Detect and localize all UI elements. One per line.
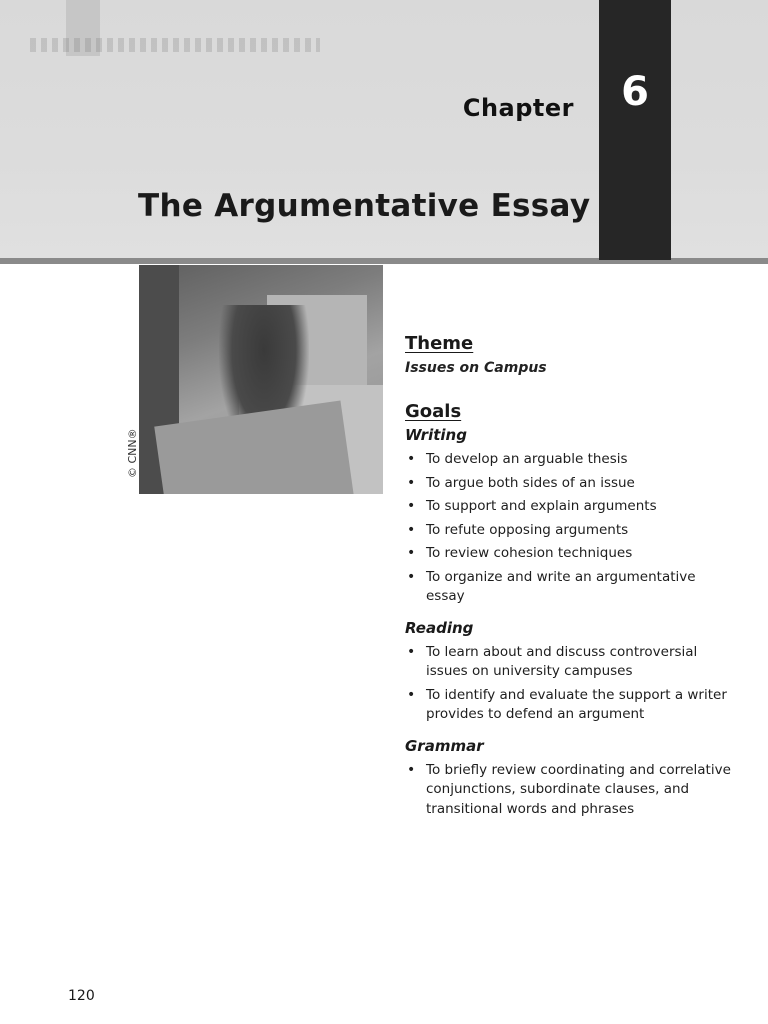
goals-grammar-list: [405, 761, 735, 820]
theme-subtitle: Issues on Campus: [405, 360, 547, 376]
list-item: • To review cohesion techniques: [405, 544, 735, 564]
list-item: • To support and explain arguments: [405, 497, 735, 517]
list-item: • To develop an arguable thesis: [405, 450, 735, 470]
chapter-number: 6: [621, 69, 649, 115]
goals-grammar-heading: Grammar: [405, 736, 484, 755]
photo-protest-sign: [154, 400, 355, 494]
list-item: • To briefly review coordinating and correlative conjunctions, subordinate clauses, and transitional words and phrases: [405, 761, 735, 820]
list-item: • To identify and evaluate the support a writer provides to defend an argument: [405, 686, 735, 725]
goals-reading-list: [405, 643, 735, 725]
chapter-overview: [405, 332, 735, 823]
list-item: • To learn about and discuss controversial issues on university campuses: [405, 643, 735, 682]
goals-writing-list: [405, 450, 735, 607]
chapter-number-bar: [599, 0, 671, 260]
theme-heading: Theme: [405, 333, 474, 354]
bleed-through-strip: [30, 38, 320, 52]
chapter-title: The Argumentative Essay: [138, 188, 591, 224]
photo-credit: © CNN®: [126, 428, 139, 478]
chapter-label: Chapter: [462, 94, 574, 122]
campus-protest-photo: [139, 265, 383, 494]
goals-reading-heading: Reading: [405, 618, 474, 637]
list-item: • To organize and write an argumentative essay: [405, 568, 735, 607]
page-number: 120: [68, 988, 95, 1004]
list-item: • To argue both sides of an issue: [405, 474, 735, 494]
list-item: • To refute opposing arguments: [405, 521, 735, 541]
goals-writing-heading: Writing: [405, 426, 467, 444]
goals-heading: Goals: [405, 401, 462, 422]
